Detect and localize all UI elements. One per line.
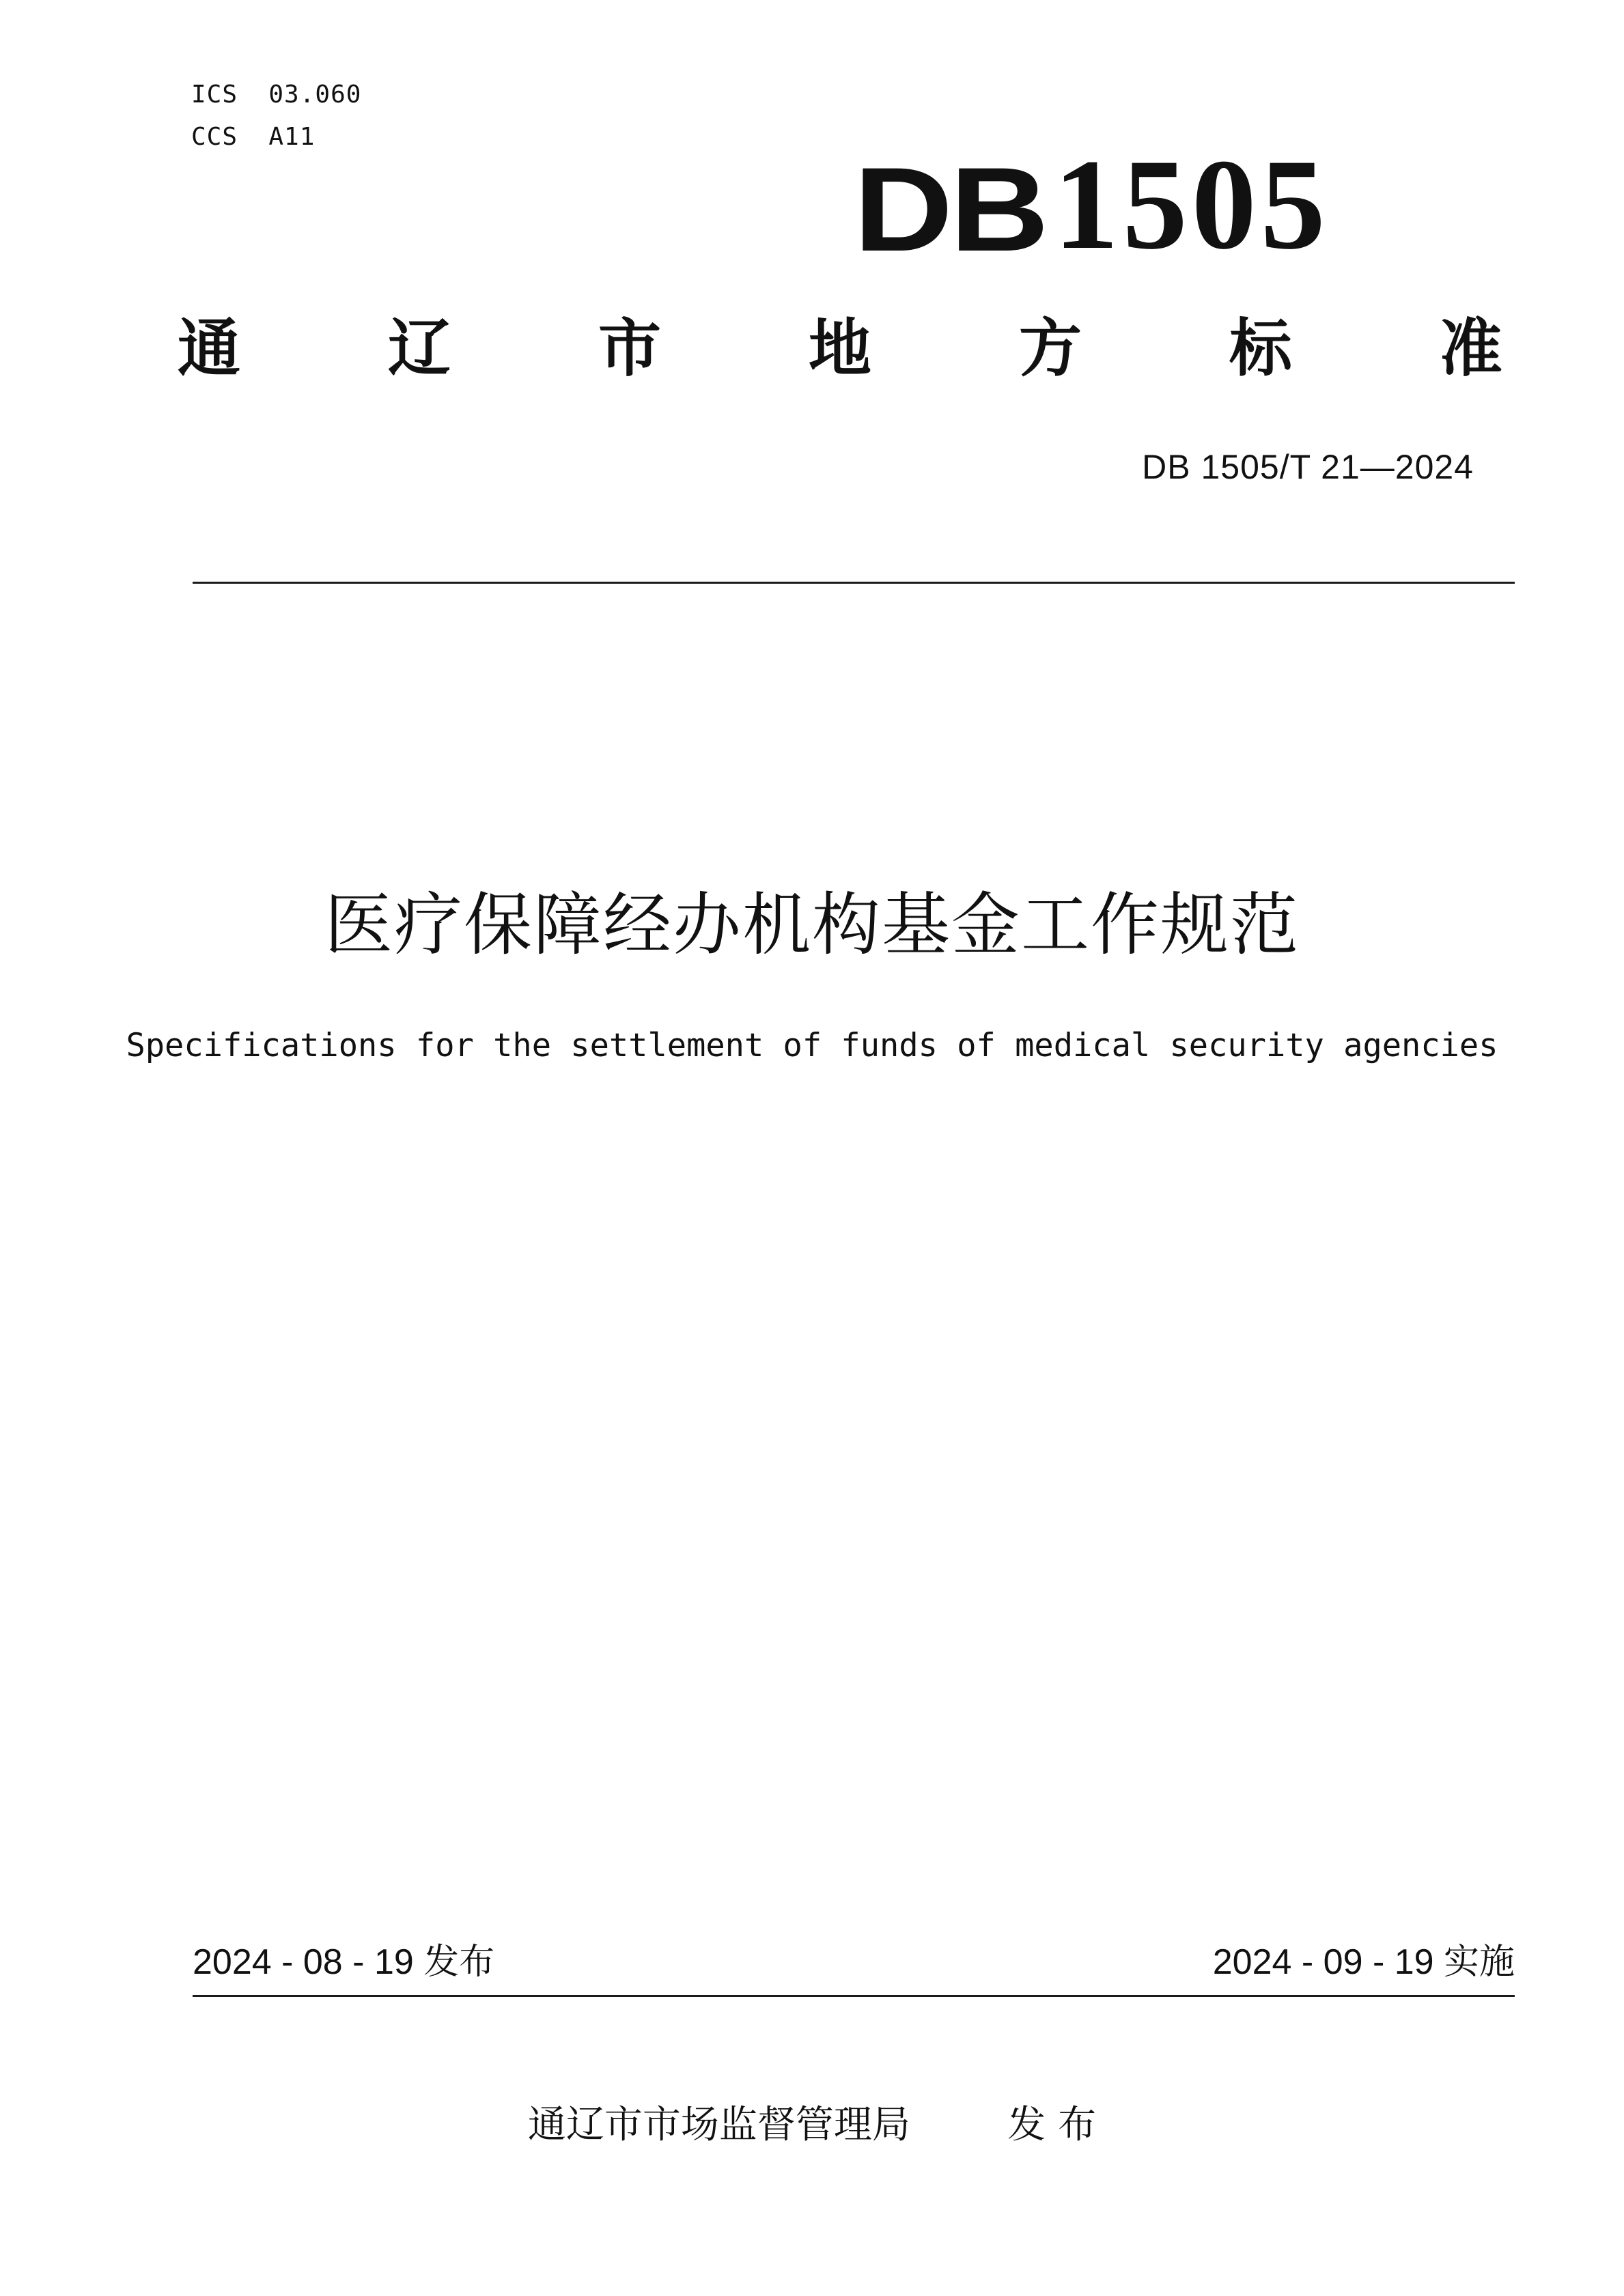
standard-type-char: 标 xyxy=(1229,312,1292,385)
publisher-org: 通辽市市场监督管理局 xyxy=(527,2103,910,2147)
issue-date: 2024 - 08 - 19 发布 xyxy=(193,1942,495,1982)
db-logo xyxy=(854,133,1330,277)
top-divider xyxy=(193,582,1515,584)
standard-type-char: 市 xyxy=(598,312,661,385)
bottom-divider xyxy=(193,1995,1515,1997)
publisher-action: 发 布 xyxy=(1007,2103,1097,2147)
standard-type-char: 辽 xyxy=(387,312,451,385)
standard-type-char: 通 xyxy=(178,312,241,385)
standard-code: DB 1505/T 21—2024 xyxy=(1142,448,1474,486)
standard-type-char: 方 xyxy=(1018,312,1082,385)
standard-type-char: 准 xyxy=(1439,312,1502,385)
implementation-date: 2024 - 09 - 19 实施 xyxy=(1212,1942,1515,1982)
db-logo-number: 1505 xyxy=(1053,133,1330,277)
publisher-line xyxy=(0,2103,1624,2147)
standard-type-heading xyxy=(178,312,1502,385)
ics-code: ICS 03.060 xyxy=(191,81,362,109)
db-logo-prefix: DB xyxy=(854,143,1046,277)
title-chinese: 医疗保障经办机构基金工作规范 xyxy=(324,885,1300,965)
title-english: Specifications for the settlement of funds of medical security agencies xyxy=(126,1027,1498,1064)
ccs-code: CCS A11 xyxy=(191,123,316,151)
standard-type-char: 地 xyxy=(808,312,871,385)
